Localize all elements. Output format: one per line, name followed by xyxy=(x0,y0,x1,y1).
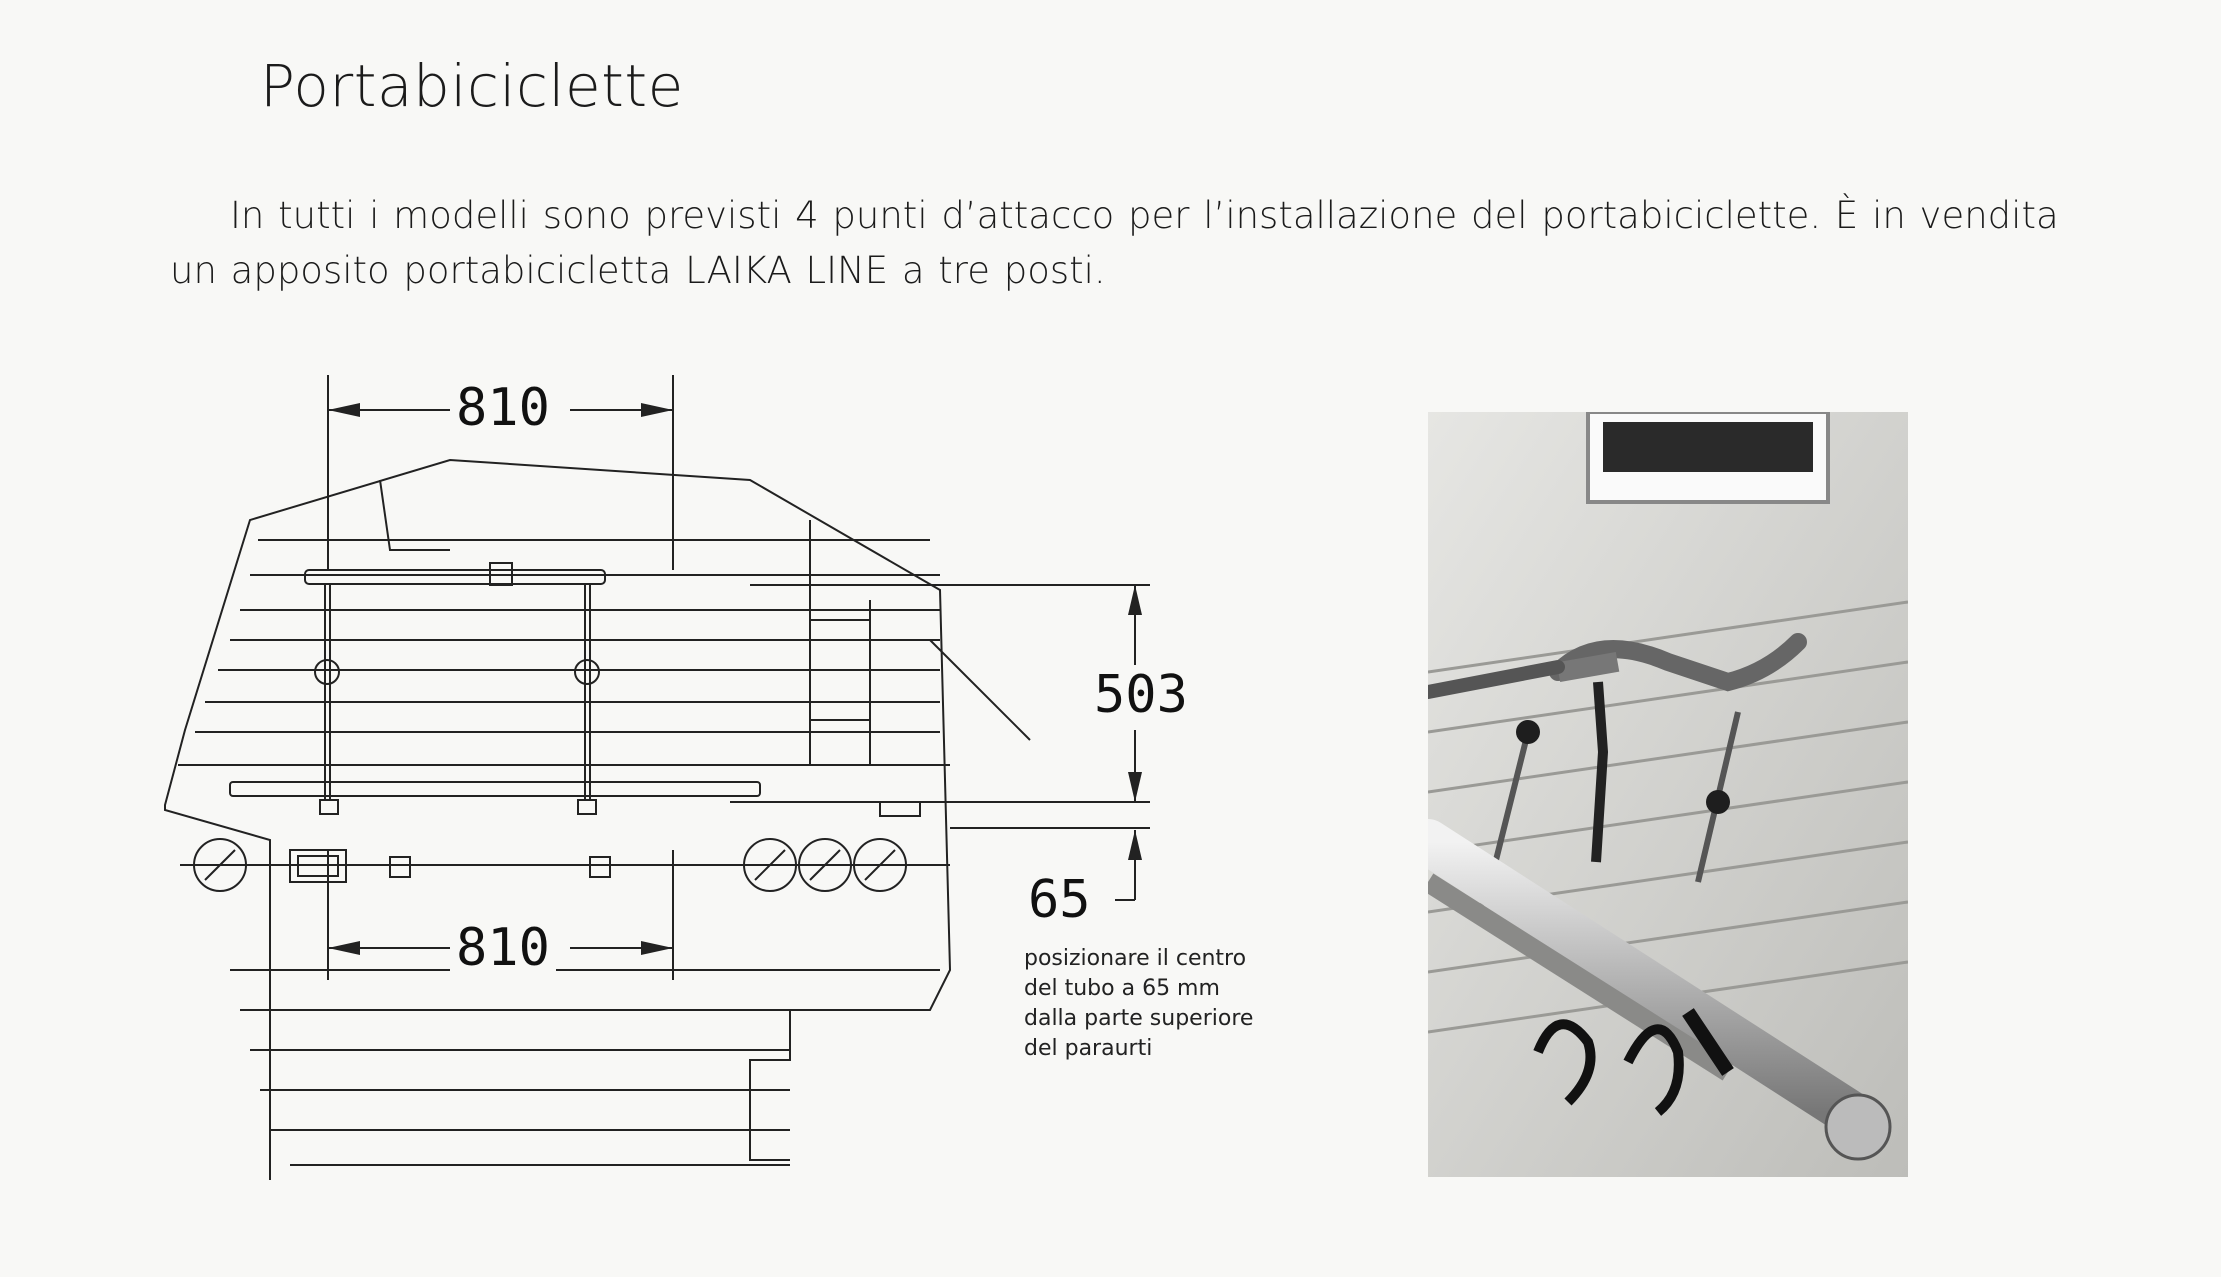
dimension-height-503: 503 xyxy=(1088,665,1194,725)
installation-note xyxy=(1024,944,1284,1064)
intro-paragraph: In tutti i modelli sono previsti 4 punti d’attacco per l’installazione del portabiciclette. È in vendita un apposito portabicicletta LAIKA LINE a tre posti. xyxy=(170,194,2059,292)
dimension-offset-65: 65 xyxy=(1022,870,1097,930)
note-line: posizionare il centro xyxy=(1024,946,1247,971)
note-line: del paraurti xyxy=(1024,1036,1153,1061)
bike-rack-photo xyxy=(1428,412,1908,1177)
note-line: dalla parte superiore xyxy=(1024,1006,1254,1031)
dimension-top-810: 810 xyxy=(450,378,556,438)
note-line: del tubo a 65 mm xyxy=(1024,976,1220,1001)
dimension-bottom-810: 810 xyxy=(450,918,556,978)
bike-rack-technical-drawing xyxy=(150,370,1150,1200)
page-title: Portabiciclette xyxy=(260,52,684,120)
